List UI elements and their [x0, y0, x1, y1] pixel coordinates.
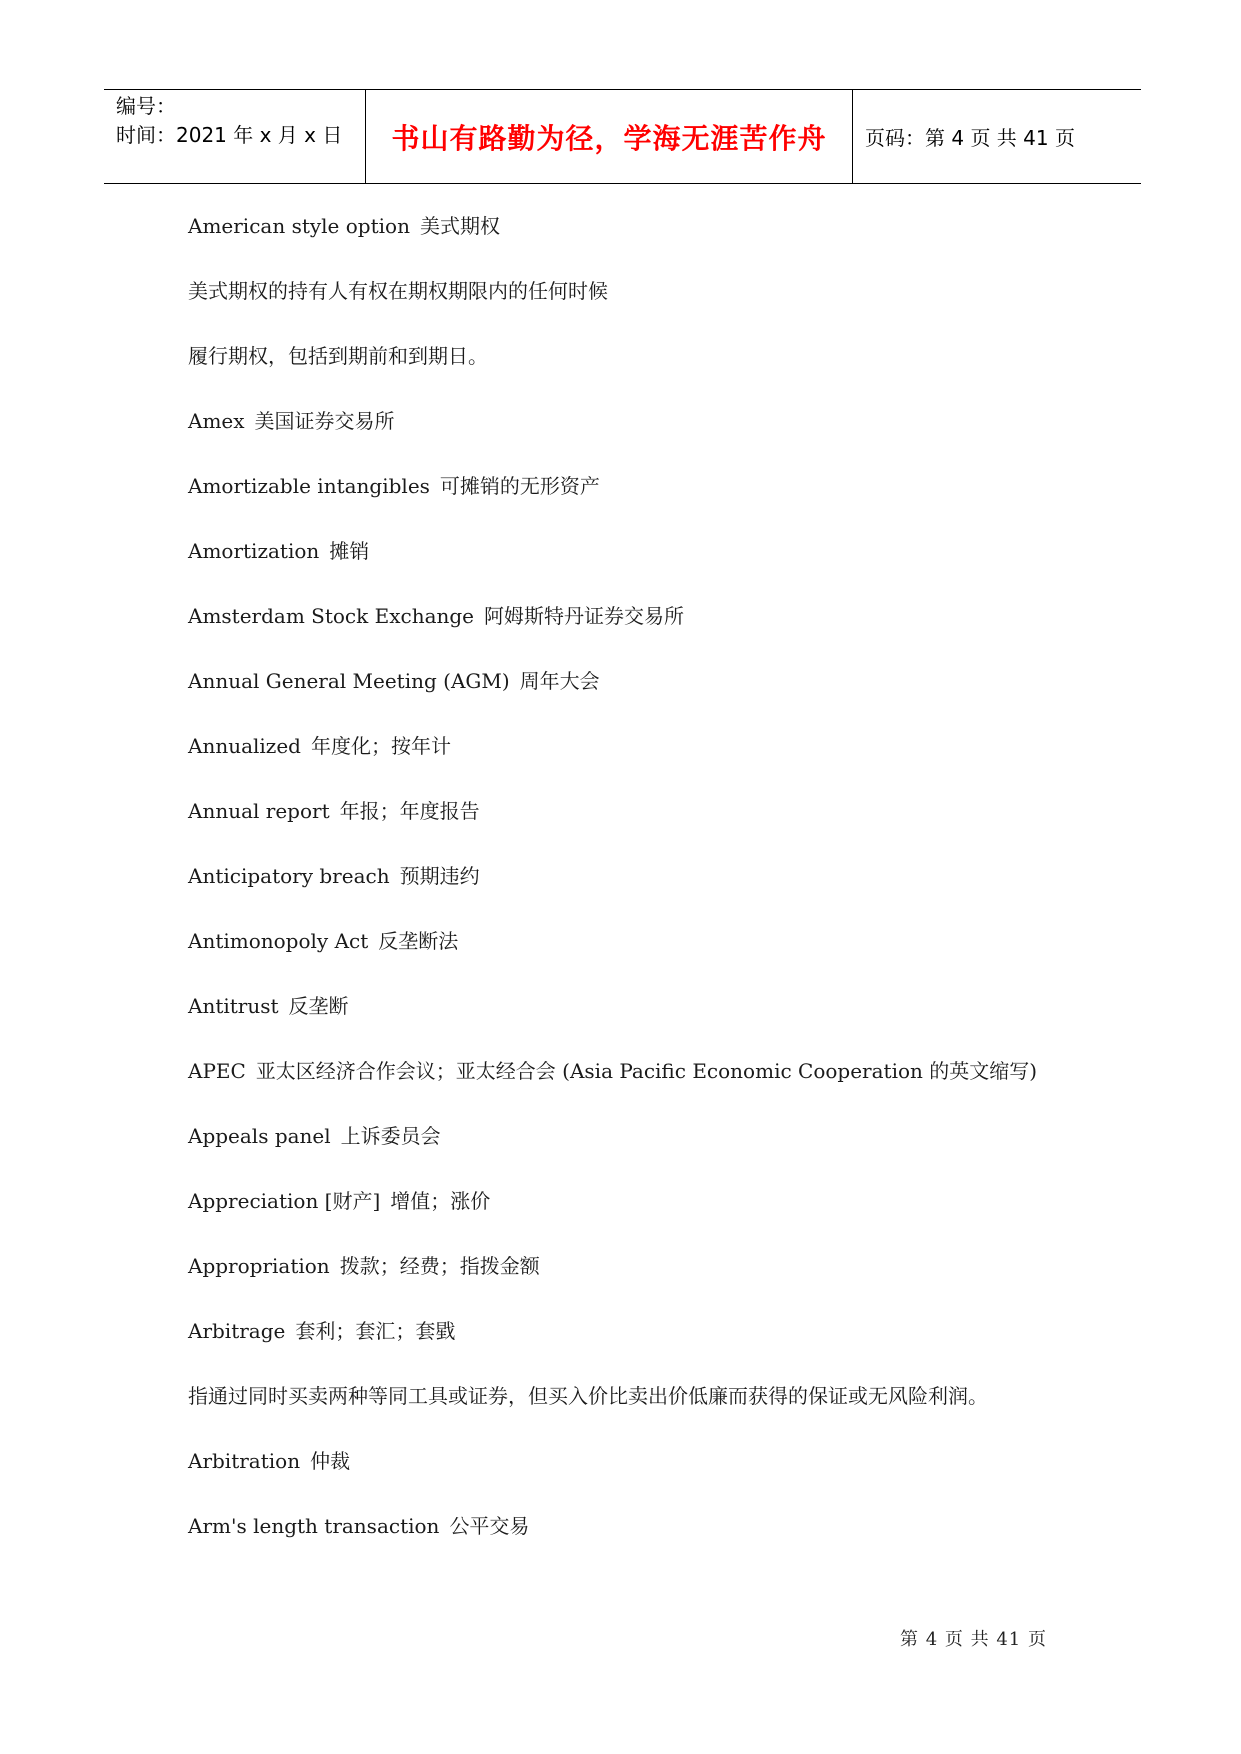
glossary-entry	[188, 470, 1088, 535]
glossary-entry	[188, 730, 1088, 795]
entry-term: Amsterdam Stock Exchange	[188, 604, 475, 628]
glossary-entry	[188, 1055, 1088, 1120]
page-footer	[900, 1625, 1047, 1651]
entry-term: Annual report	[188, 799, 330, 823]
entry-term: Amortizable intangibles	[188, 474, 430, 498]
entry-translation: 指通过同时买卖两种等同工具或证券，但买入价比卖出价低廉而获得的保证或无风险利润。	[188, 1384, 988, 1408]
header-meta	[104, 90, 366, 183]
glossary-entry	[188, 860, 1088, 925]
entry-translation: 阿姆斯特丹证券交易所	[484, 604, 685, 628]
page-header	[104, 89, 1141, 184]
entry-translation: 反垄断	[288, 994, 349, 1018]
header-page-info	[853, 90, 1141, 183]
glossary-entry	[188, 1250, 1088, 1315]
entry-translation: 美式期权的持有人有权在期权期限内的任何时候	[188, 279, 608, 303]
footer-page-number: 第 4 页 共 41 页	[900, 1629, 1047, 1650]
entry-translation: 拨款；经费；指拨金额	[339, 1254, 540, 1278]
glossary-entry	[188, 275, 1088, 340]
glossary-entry	[188, 1445, 1088, 1510]
glossary-entry	[188, 535, 1088, 600]
entry-term: Antimonopoly Act	[188, 929, 369, 953]
entry-translation: 亚太区经济合作会议；亚太经合会 (Asia Pacific Economic Cooperation 的英文缩写)	[255, 1059, 1038, 1083]
glossary-entry	[188, 1120, 1088, 1185]
entry-translation: 仲裁	[310, 1449, 351, 1473]
entry-term: Arm's length transaction	[188, 1514, 440, 1538]
glossary-entry	[188, 340, 1088, 405]
entry-translation: 年报；年度报告	[339, 799, 480, 823]
entry-term: Annualized	[188, 734, 301, 758]
entry-term: Arbitrage	[188, 1319, 286, 1343]
glossary-entry	[188, 1315, 1088, 1380]
entry-term: Amortization	[188, 539, 320, 563]
glossary-entry	[188, 1510, 1088, 1575]
glossary-entry	[188, 665, 1088, 730]
entry-term: Amex	[188, 409, 245, 433]
entry-translation: 美国证券交易所	[254, 409, 395, 433]
entry-translation: 履行期权，包括到期前和到期日。	[188, 344, 488, 368]
entry-translation: 美式期权	[419, 214, 500, 238]
entry-term: Appeals panel	[188, 1124, 331, 1148]
glossary-entry	[188, 210, 1088, 275]
entry-translation: 摊销	[329, 539, 370, 563]
entry-term: Arbitration	[188, 1449, 301, 1473]
glossary-entry	[188, 600, 1088, 665]
glossary-entry	[188, 925, 1088, 990]
entry-term: Antitrust	[188, 994, 279, 1018]
header-motto-cell	[366, 90, 853, 183]
glossary-entry	[188, 1185, 1088, 1250]
glossary-list	[188, 210, 1088, 1575]
entry-translation: 增值；涨价	[390, 1189, 491, 1213]
time-label: 时间：2021 年 x 月 x 日	[116, 123, 343, 147]
entry-term: Anticipatory breach	[188, 864, 390, 888]
entry-term: American style option	[188, 214, 410, 238]
entry-term: APEC	[188, 1059, 246, 1083]
entry-translation: 预期违约	[399, 864, 480, 888]
entry-translation: 反垄断法	[378, 929, 459, 953]
entry-term: Annual General Meeting (AGM)	[188, 669, 510, 693]
entry-translation: 套利；套汇；套戥	[295, 1319, 456, 1343]
entry-translation: 可摊销的无形资产	[439, 474, 600, 498]
entry-term: Appropriation	[188, 1254, 330, 1278]
number-label: 编号：	[116, 94, 176, 118]
entry-translation: 周年大会	[519, 669, 600, 693]
entry-translation: 年度化；按年计	[310, 734, 451, 758]
entry-translation: 公平交易	[449, 1514, 530, 1538]
glossary-entry	[188, 1380, 1088, 1445]
glossary-entry	[188, 405, 1088, 470]
page-info-text: 页码：第 4 页 共 41 页	[865, 126, 1075, 150]
glossary-entry	[188, 795, 1088, 860]
motto-text: 书山有路勤为径，学海无涯苦作舟	[391, 121, 827, 155]
entry-term: Appreciation [财产]	[188, 1189, 381, 1213]
glossary-entry	[188, 990, 1088, 1055]
entry-translation: 上诉委员会	[340, 1124, 441, 1148]
